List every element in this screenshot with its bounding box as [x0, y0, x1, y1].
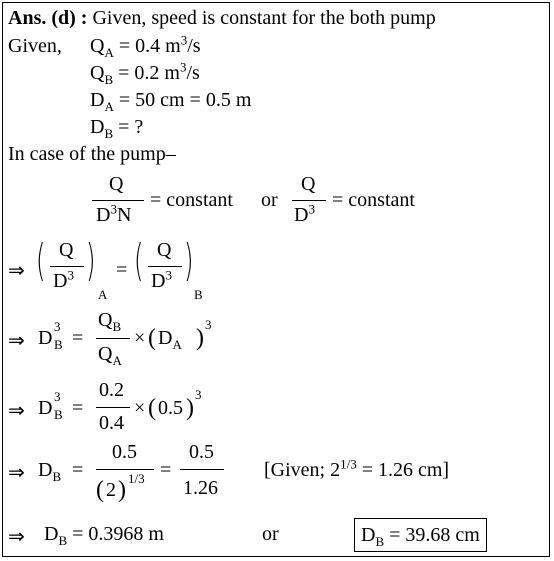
eq4-implies-arrow: ⇒ [8, 398, 25, 422]
eq1-fraction-1: Q $D^3N$ [92, 170, 144, 230]
eq5-lhs: $D_B$ [38, 459, 62, 484]
answer-text: Given, speed is constant for the both pump [92, 7, 436, 29]
eq2-fraction-a: Q $D^3$ [50, 236, 84, 298]
eq5-fraction-1: 0.5 ( 2 ) 1/3 [96, 438, 154, 506]
given-qb: $Q_B = 0.2$ $m^3/s$ [90, 59, 200, 87]
eq6-implies-arrow: ⇒ [8, 524, 25, 548]
eq4-lhs: D [38, 397, 53, 419]
eq5-given-note: [Given; $2^{1/3} = 1.26$ cm] [264, 456, 450, 481]
eq2-equals: = [116, 259, 128, 281]
eq1-fraction-2: Q $D^3$ [292, 170, 326, 230]
given-qa: $Q_A = 0.4$ $m^3/s$ [90, 32, 201, 60]
eq4-term: 0.5 [158, 397, 183, 419]
eq4-times: × [134, 397, 146, 419]
eq2-sub-a: A [98, 287, 108, 302]
eq4-equals: = [72, 397, 84, 419]
eq5-equals-2: = [160, 459, 172, 481]
eq3-term: $D_A$ [158, 327, 182, 352]
answer-line [8, 6, 436, 30]
pump-case-text: In case of the pump– [8, 143, 176, 165]
eq4-term-exp: 3 [195, 387, 202, 402]
eq2-fraction-b: Q $D^3$ [148, 236, 182, 298]
eq3-equals: = [72, 327, 84, 349]
eq3-times: × [134, 327, 146, 349]
eq1-constant-1: = constant [150, 189, 233, 211]
eq3-fraction: $Q_B$ $Q_A$ [96, 306, 130, 372]
eq1-or: or [261, 189, 278, 211]
eq5-implies-arrow: ⇒ [8, 460, 25, 484]
eq6-result-m: $D_B = 0.3968$ m [44, 523, 164, 548]
eq6-or: or [262, 523, 279, 545]
given-da: $D_A = 50$ cm = 0.5 m [90, 89, 252, 114]
eq3-implies-arrow: ⇒ [8, 328, 25, 352]
final-answer-box [354, 518, 487, 552]
eq4-fraction: 0.2 0.4 [96, 376, 130, 440]
eq3-term-exp: 3 [205, 317, 212, 332]
answer-label: Ans. (d) : [8, 7, 88, 29]
given-label: Given, [8, 35, 62, 57]
eq3-lhs: D [38, 327, 53, 349]
eq5-fraction-2: 0.5 1.26 [180, 438, 224, 504]
eq2-sub-b: B [194, 287, 203, 302]
eq1-constant-2: = constant [332, 189, 415, 211]
final-answer-text: $D_B = 39.68$ cm [361, 524, 480, 549]
eq5-equals-1: = [72, 459, 84, 481]
eq2-implies-arrow: ⇒ [8, 258, 25, 282]
given-db: $D_B$ = ? [90, 116, 144, 141]
